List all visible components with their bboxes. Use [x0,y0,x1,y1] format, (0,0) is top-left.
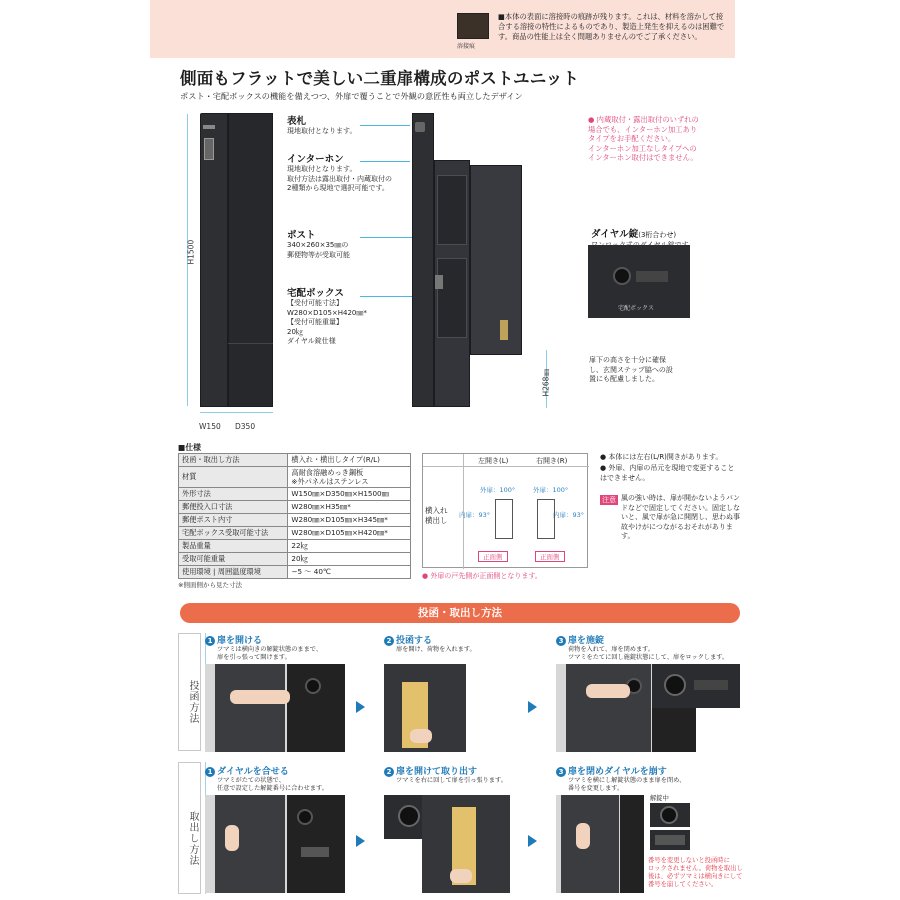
dial-digits-icon [301,847,329,857]
weld-notice-text: 本体の表面に溶接時の痕跡が残ります。これは、材料を溶かして接合する溶接の特性によるものであり、製造上発生を抑えるのは困難です。商品の性能上は全く問題ありませんのでご了承ください。 [498,12,725,41]
retrieve-step-1-photo [205,795,345,893]
table-row: 材質 高耐食溶融めっき鋼板 ※外パネルはステンレス [179,467,411,488]
retrieve-tab: 取出し方法 [178,762,201,894]
post-text: 340×260×35㎜の 郵便物等が受取可能 [287,241,350,259]
dial-knob-icon [664,674,686,696]
scrambled-digits-photo [650,830,690,850]
nameplate-callout [360,125,410,126]
step-arrow-icon [528,835,537,847]
right-door-plan-icon [537,499,555,539]
weld-mark-label: 溶接痕 [457,43,476,50]
table-row: 郵便投入口寸法 W280㎜×H35㎜* [179,501,411,514]
height-label: H1500 [186,239,196,265]
left-front-label: 正面側 [478,551,508,562]
bullet-icon: ■ [498,12,505,21]
retrieve-step-3: 3 扉を閉めダイヤルを崩す ツマミを横にし解錠状態のまま扉を閉め、 番号を変更します。 [556,764,741,793]
dial-plate-label: 宅配ボックス [618,305,654,312]
post-title: ポスト [287,230,316,241]
post-body-image [287,795,345,893]
dial-knob-icon [305,678,321,694]
table-row: 使用環境 | 周囲温度環境 −5 ～ 40℃ [179,566,411,579]
table-row: 製品重量 22㎏ [179,540,411,553]
step-arrow-icon [528,701,537,713]
weld-mark-sample [457,13,489,39]
post-body-image [287,664,345,752]
table-row: 受取可能重量 20㎏ [179,553,411,566]
door-label-sticker [500,320,508,340]
box-text: 【受付可能寸法】 W280×D105×H420㎜* 【受付可能重量】 20㎏ ダイヤル錠仕様 [287,299,367,345]
post-side-panel [228,113,273,407]
step-arrow-icon [356,701,365,713]
retrieve-step-2: 2 扉を開けて取り出す ツマミを右に回して扉を引っ張ります。 [384,764,544,785]
deposit-step-2: 2 投函する 扉を開け、荷物を入れます。 [384,633,529,654]
depth-label: D350 [235,422,256,431]
door-clearance-note: 扉下の高さを十分に確保し、玄関ステップ脇への設置にも配慮しました。 [589,356,673,383]
spec-footnote: ※側面側から見た寸法 [178,581,242,589]
left-inner-angle: 内扉：93° [459,511,491,519]
page-subtitle: ポスト・宅配ボックスの機能を備えつつ、外扉で覆うことで外観の意匠性も両立したデザイン [180,91,523,101]
width-label: W150 [199,422,221,431]
right-inner-angle: 内扉：93° [553,511,585,519]
nameplate-title: 表札 [287,116,307,127]
deposit-step-3-closeup [652,664,740,708]
door-height-label: H268㎜ [541,369,551,397]
intercom-text: 現地取付となります。 取付方法は露出取付・内蔵取付の 2種類から現地で選択可能です。 [287,165,392,192]
intercom-callout [360,161,410,162]
howto-section-bar: 投函・取出し方法 [180,603,740,623]
unlocking-knob-photo [650,803,690,827]
box-feature [287,285,367,347]
left-outer-angle: 外扉：100° [480,486,516,494]
intercom-icon [204,138,214,160]
deposit-step-1: 1 扉を開ける ツマミは横向きの解錠状態のままで、 扉を引っ張って開けます。 [205,633,350,662]
unlocking-label: 解錠中 [650,795,669,802]
delivery-compartment [437,258,467,338]
caution-text: 風の強い時は、扉が開かないようバンドなどで固定してください。固定しないと、風で扉が急に開閉し、思わぬ事故やけがにつながるおそれがあります。 [621,494,740,540]
nameplate-icon [203,125,215,129]
door-swing-diagram [422,453,588,568]
post-door-image [215,664,285,752]
dial-digits-icon [655,835,685,845]
nameplate-text: 現地取付となります。 [287,127,357,135]
right-outer-angle: 外扉：100° [533,486,569,494]
weld-notice [498,12,730,42]
table-row: 宅配ボックス受取可能寸法 W280㎜×D105㎜×H420㎜* [179,527,411,540]
dial-knob-icon [613,267,631,285]
dial-digits-icon [694,680,728,690]
dial-knob-icon [398,805,420,827]
deposit-tab: 投函方法 [178,633,201,751]
table-row: 外形寸法 W150㎜×D350㎜×H1500㎜ [179,488,411,501]
hand-icon [230,690,290,704]
width-dimension-line [200,412,273,413]
retrieve-step-2-photo [422,795,510,893]
post-base-seam [228,343,273,344]
left-open-title: 左開き(L) [478,457,509,465]
dial-lock-icon [435,275,443,289]
box-title: 宅配ボックス [287,288,344,299]
dial-title-sub: (3桁合わせ) [638,231,677,239]
intercom-pink-note: ● 内蔵取付・露出取付のいずれの 場合でも、インターホン加工あり タイプをお手配ください。 インターホン加工なしタイプへの インターホン取付はできません。 [588,115,699,162]
page-title: 側面もフラットで美しい二重扉構成のポストユニット [180,69,580,88]
caution-tag: 注意 [602,496,616,504]
dial-title: ダイヤル錠 [591,229,639,240]
hand-icon [576,823,590,849]
spec-title: ■仕様 [178,443,201,452]
dial-lock-photo [588,245,690,318]
dial-knob-icon [297,809,313,825]
post-compartment [437,175,467,245]
scramble-warning: 番号を変更しないと投函時に ロックされません。荷物を取出し 後は、必ずツマミは横向きにして 番号を崩してください。 [648,857,743,888]
retrieve-step-1: 1 ダイヤルを合せる ツマミがたての状態で、 任意で設定した解錠番号に合わせます。 [205,764,355,793]
deposit-step-3: 3 扉を施錠 荷物を入れて、扉を閉めます。 ツマミをたてに回し施錠状態にして、扉をロックします。 [556,633,741,662]
deposit-step-2-photo [384,664,466,752]
hand-icon [586,684,630,698]
left-door-plan-icon [495,499,513,539]
open-post-front [412,113,434,407]
step-arrow-icon [356,835,365,847]
post-door-image [561,795,619,893]
post-door-image [566,664,651,752]
hand-icon [450,869,472,883]
diagram-row-label: 横入れ 横出し [425,506,448,525]
hand-icon [225,825,239,851]
diagram-header-line [423,466,589,467]
right-front-label: 正面側 [535,551,565,562]
nameplate-feature [287,113,356,137]
open-outer-door [470,165,522,355]
hand-icon [410,729,432,743]
retrieve-step-3-photo [556,795,644,893]
hinge-note: ● 外扉、内扉の吊元を現地で変更することはできません。 [600,464,735,482]
post-feature [287,227,350,260]
table-row: 郵便ポスト内寸 W280㎜×D105㎜×H345㎜* [179,514,411,527]
right-open-title: 右開き(R) [536,457,568,465]
diagram-note: ● 外扉の戸先側が正面側となります。 [422,572,542,580]
post-body-image [620,795,644,893]
deposit-step-1-photo [205,664,345,752]
dial-digits-icon [636,271,668,282]
spec-table [178,453,411,579]
intercom-title: インターホン [287,154,344,165]
lr-note: ● 本体には左右(L/R)開きがあります。 [600,453,723,461]
open-intercom-icon [415,122,425,132]
dial-knob-icon [660,806,678,824]
table-row: 投函・取出し方法 横入れ・横出しタイプ(R/L) [179,454,411,467]
intercom-feature [287,151,392,194]
